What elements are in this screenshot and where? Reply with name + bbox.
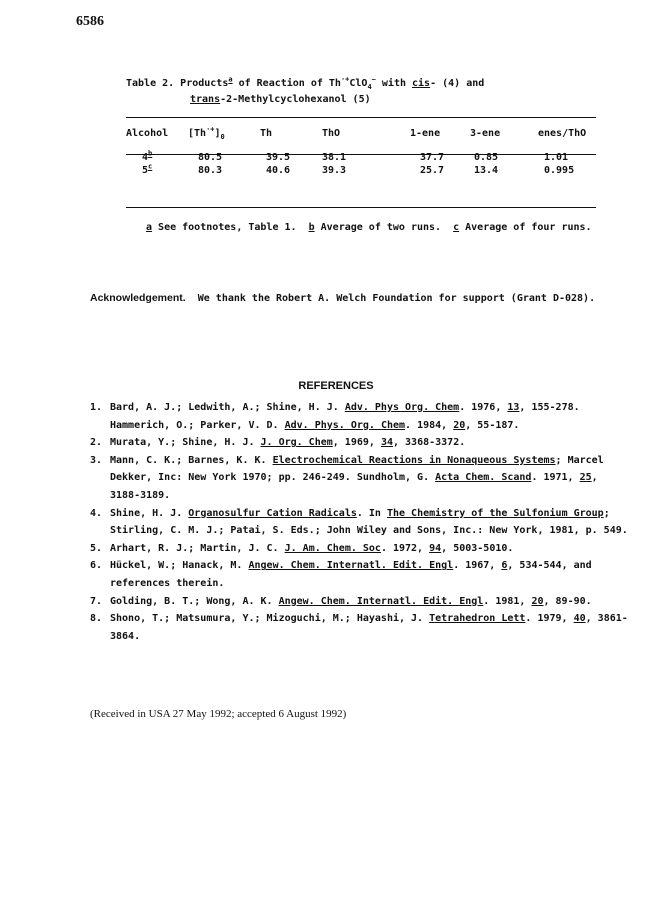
table-title-text: of Reaction of Th — [232, 78, 341, 89]
cell-tho: 39.3 — [322, 165, 347, 176]
acknowledgement-label: Acknowledgement. — [90, 292, 186, 304]
footnote-text: See footnotes, Table 1. — [152, 222, 297, 233]
cell-alcohol: 4$^b$ — [142, 149, 153, 163]
cell-tho: 38.1 — [322, 152, 347, 163]
col-tho: ThO — [322, 128, 341, 139]
col-1-ene: 1-ene — [410, 128, 441, 139]
table-title-line2 — [190, 93, 371, 107]
reference-item: 8. Shono, T.; Matsumura, Y.; Mizoguchi, M.; Hayashi, J. Tetrahedron Lett. 1979, 40, 3861-3864. — [90, 613, 628, 642]
reference-item: 2. Murata, Y.; Shine, H. J. J. Org. Chem, 1969, 34, 3368-3372. — [90, 437, 466, 449]
table-title-text: ClO — [349, 78, 368, 89]
table-footnotes — [146, 221, 592, 235]
footnote-text: Average of two runs. — [314, 222, 442, 233]
acknowledgement — [90, 292, 595, 304]
table-title — [126, 77, 484, 91]
table-top-rule — [126, 117, 596, 118]
reference-item: 5. Arhart, R. J.; Martin, J. C. J. Am. Chem. Soc. 1972, 94, 5003-5010. — [90, 542, 514, 554]
cell-3-ene: 13.4 — [474, 165, 499, 176]
footnote-mark: b — [308, 222, 315, 233]
cell-th: 40.6 — [266, 165, 291, 176]
table-header-row — [126, 128, 596, 141]
acknowledgement-text: We thank the Robert A. Welch Foundation for support (Grant D-028). — [197, 293, 596, 304]
received-date-line: (Received in USA 27 May 1992; accepted 6 August 1992) — [90, 708, 347, 720]
col-3-ene: 3-ene — [470, 128, 501, 139]
col-alcohol: Alcohol — [126, 128, 169, 139]
table-bottom-rule — [126, 207, 596, 208]
reference-item: 3. Mann, C. K.; Barnes, K. K. Electrochemical Reactions in Nonaqueous Systems; Marcel Dekker, Inc: New York 1970; pp. 246-249. Sundholm, G. Acta Chem. Scand. 1971, 25, 3188-3189. — [90, 454, 604, 501]
cis-label: cis — [412, 78, 431, 89]
subscript: 4 — [367, 83, 372, 91]
references-heading: REFERENCES — [298, 380, 374, 392]
cell-enes-tho: 0.995 — [544, 165, 575, 176]
footnote-mark: a — [146, 222, 153, 233]
footnote-text: Average of four runs. — [459, 222, 592, 233]
radical-cation-sup: ·+ — [340, 75, 350, 84]
products-table — [126, 125, 596, 177]
page-number: 6586 — [76, 14, 104, 29]
reference-item: 7. Golding, B. T.; Wong, A. K. Angew. Chem. Internatl. Edit. Engl. 1981, 20, 89-90. — [90, 595, 592, 607]
reference-list — [90, 399, 630, 645]
table-title-text: - (4) and — [430, 78, 485, 89]
cell-enes-tho: 1.01 — [544, 152, 569, 163]
reference-item: 1. Bard, A. J.; Ledwith, A.; Shine, H. J. Adv. Phys Org. Chem. 1976, 13, 155-278. Hammerich, O.; Parker, V. D. Adv. Phys. Org. Chem. 1984, 20, 55-187. — [90, 402, 580, 431]
col-th0: $[Th^{\cdot+}]_0$ — [188, 125, 225, 141]
cell-3-ene: 0.85 — [474, 152, 499, 163]
reference-item: 6. Hückel, W.; Hanack, M. Angew. Chem. Internatl. Edit. Engl. 1967, 6, 534-544, and references therein. — [90, 560, 592, 589]
cell-th0: 80.5 — [198, 152, 223, 163]
table-row — [126, 151, 596, 164]
cell-1-ene: 37.7 — [420, 152, 445, 163]
cell-1-ene: 25.7 — [420, 165, 445, 176]
table-title-text: Table 2. Products — [126, 78, 229, 89]
cell-alcohol: 5$^c$ — [142, 162, 153, 176]
anion-sup: − — [371, 75, 376, 84]
reference-item: 4. Shine, H. J. Organosulfur Cation Radicals. In The Chemistry of the Sulfonium Group; Stirling, C. M. J.; Patai, S. Eds.; John Wiley and Sons, Inc.: New York, 1981, p. 549. — [90, 507, 628, 537]
table-title-text: -2-Methylcyclohexanol (5) — [220, 94, 371, 105]
trans-label: trans — [190, 94, 221, 105]
footnote-mark-a: a — [228, 75, 233, 84]
cell-th0: 80.3 — [198, 165, 223, 176]
table-row — [126, 164, 596, 177]
table-title-text: with — [375, 78, 413, 89]
cell-th: 39.5 — [266, 152, 291, 163]
col-enes-tho: enes/ThO — [538, 128, 587, 139]
footnote-mark: c — [453, 222, 460, 233]
col-th: Th — [260, 128, 273, 139]
